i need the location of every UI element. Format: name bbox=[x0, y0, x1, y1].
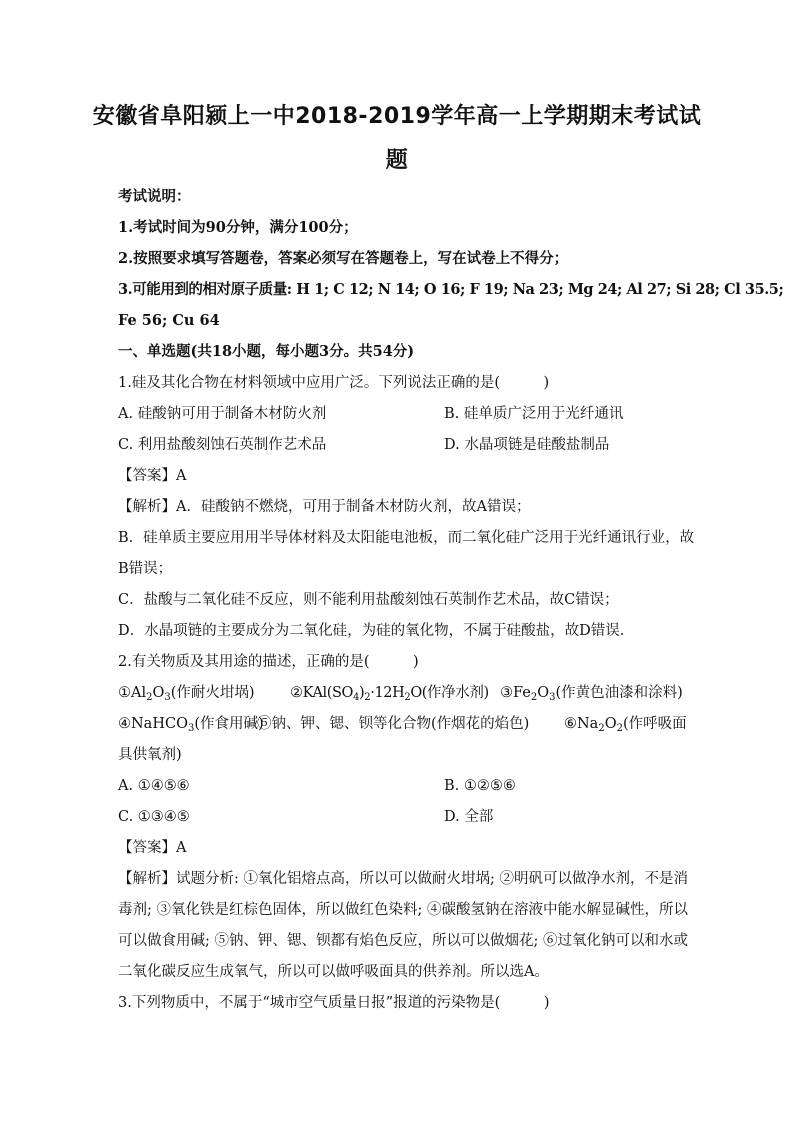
instructions-heading: 考试说明： bbox=[118, 188, 191, 205]
question-1-explanation-4: C．盐酸与二氧化硅不反应，则不能利用盐酸刻蚀石英制作艺术品，故C错误； bbox=[118, 592, 619, 608]
question-1-explanation-1: 【解析】A．硅酸钠不燃烧，可用于制备木材防火剂，故A错误； bbox=[118, 499, 531, 515]
question-1-stem: 1.硅及其化合物在材料领域中应用广泛。下列说法正确的是( ) bbox=[118, 375, 550, 391]
instruction-item-1: 1.考试时间为90分钟，满分100分； bbox=[118, 219, 358, 236]
question-2-item-1: $①Al_2O_3$(作耐火坩埚) bbox=[118, 685, 255, 703]
question-2-option-b: B. ①②⑤⑥ bbox=[444, 778, 516, 794]
question-2-item-6-cont: 具供氧剂) bbox=[118, 747, 182, 763]
question-1-option-d: D. 水晶项链是硅酸盐制品 bbox=[444, 437, 610, 453]
question-1-explanation-2: B．硅单质主要应用用半导体材料及太阳能电池板，而二氧化硅广泛用于光纤通讯行业，故 bbox=[118, 530, 695, 546]
question-2-item-3: $③Fe_2O_3$(作黄色油漆和涂料) bbox=[500, 685, 683, 703]
question-2-stem: 2.有关物质及其用途的描述，正确的是( ) bbox=[118, 654, 419, 670]
question-1-explanation-3: B错误； bbox=[118, 561, 173, 577]
question-1-option-c: C. 利用盐酸刻蚀石英制作艺术品 bbox=[118, 437, 327, 453]
exam-title-line2: 题 bbox=[385, 148, 409, 173]
question-1-option-b: B. 硅单质广泛用于光纤通讯 bbox=[444, 406, 624, 422]
question-2-option-a: A. ①④⑤⑥ bbox=[118, 778, 190, 794]
question-2-explanation-3: 可以做食用碱; ⑤钠、钾、锶、钡都有焰色反应，所以可以做烟花; ⑥过氧化钠可以和水或 bbox=[118, 933, 688, 949]
question-2-item-6: $⑥Na_2O_2$(作呼吸面 bbox=[564, 716, 687, 734]
question-2-option-c: C. ①③④⑤ bbox=[118, 809, 190, 825]
section-heading: 一、单选题(共18小题，每小题3分。共54分) bbox=[118, 343, 415, 360]
question-2-explanation-2: 毒剂; ③氧化铁是红棕色固体，所以做红色染料; ④碳酸氢钠在溶液中能水解显碱性，所以 bbox=[118, 902, 688, 918]
question-2-answer: 【答案】A bbox=[118, 840, 187, 856]
question-2-explanation-1: 【解析】试题分析: ①氧化铝熔点高，所以可以做耐火坩埚; ②明矾可以做净水剂，不是消 bbox=[118, 871, 688, 887]
exam-title-line1: 安徽省阜阳颍上一中2018-2019学年高一上学期期末考试试 bbox=[92, 104, 702, 129]
question-3-stem: 3.下列物质中，不属于“城市空气质量日报”报道的污染物是( ) bbox=[118, 995, 550, 1011]
question-2-option-d: D. 全部 bbox=[444, 809, 494, 825]
instruction-item-3-cont: Fe 56; Cu 64 bbox=[118, 312, 220, 329]
question-2-item-2: $②KAl(SO_4)_2\cdot 12H_2O$(作净水剂) bbox=[290, 685, 489, 703]
instruction-item-3: 3.可能用到的相对原子质量: H 1; C 12; N 14; O 16; F 19; Na 23; Mg 24; Al 27; Si 28; Cl 35.5; bbox=[118, 281, 784, 298]
question-1-answer: 【答案】A bbox=[118, 468, 187, 484]
question-2-item-4: ④NaHCO$_3$(作食用碱) bbox=[118, 716, 264, 734]
question-1-option-a: A. 硅酸钠可用于制备木材防火剂 bbox=[118, 406, 327, 422]
question-2-explanation-4: 二氧化碳反应生成氧气，所以可以做呼吸面具的供养剂。所以选A。 bbox=[118, 964, 549, 980]
instruction-item-2: 2.按照要求填写答题卷，答案必须写在答题卷上，写在试卷上不得分； bbox=[118, 250, 569, 267]
question-1-explanation-5: D．水晶项链的主要成分为二氧化硅，为硅的氧化物，不属于硅酸盐，故D错误． bbox=[118, 623, 635, 639]
question-2-item-5: ⑤钠、钾、锶、钡等化合物(作烟花的焰色) bbox=[257, 716, 530, 732]
